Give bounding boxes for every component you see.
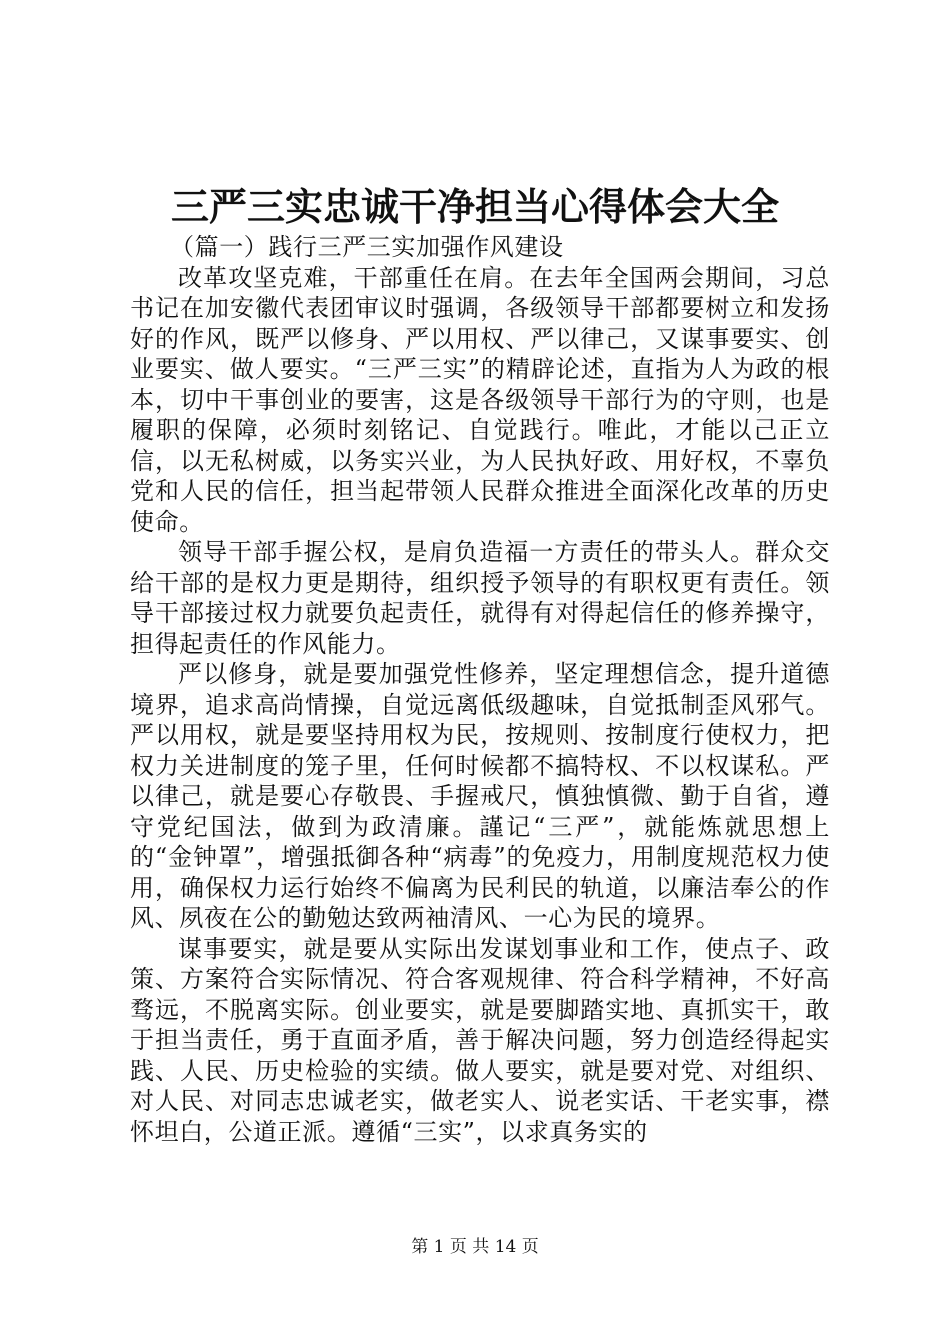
document-title: 三严三实忠诚干净担当心得体会大全 bbox=[170, 184, 779, 229]
paragraph: 严以修身，就是要加强党性修养，坚定理想信念，提升道德境界，追求高尚情操，自觉远离低级趣味，自觉抵制歪风邪气。严以用权，就是要坚持用权为民，按规则、按制度行使权力，把权力关进制度的笼子里，任何时候都不搞特权、不以权谋私。严以律己，就是要心存敬畏、手握戒尺，慎独慎微、勤于自省，遵守党纪国法，做到为政清廉。謹记“三严”，就能炼就思想上的“金钟罩”，增强抵御各种“病毒”的免疫力，用制度规范权力使用，确保权力运行始终不偏离为民利民的轨道，以廉洁奉公的作风、夙夜在公的勤勉达致两袖清风、一心为民的境界。 bbox=[130, 660, 830, 932]
paragraph: 谋事要实，就是要从实际出发谋划事业和工作，使点子、政策、方案符合实际情况、符合客观规律、符合科学精神，不好高骛远，不脱离实际。创业要实，就是要脚踏实地、真抓实干，敢于担当责任，勇于直面矛盾，善于解决问题，努力创造经得起实践、人民、历史检验的实绩。做人要实，就是要对党、对组织、对人民、对同志忠诚老实，做老实人、说老实话、干老实事，襟怀坦白，公道正派。遵循“三实”，以求真务实的 bbox=[130, 934, 830, 1146]
page-footer: 第 1 页 共 14 页 bbox=[411, 1237, 539, 1257]
paragraph: 领导干部手握公权，是肩负造福一方责任的带头人。群众交给干部的是权力更是期待，组织授予领导的有职权更有责任。领导干部接过权力就要负起责任，就得有对得起信任的修养操守，担得起责任的作风能力。 bbox=[130, 538, 830, 658]
paragraph: 改革攻坚克难，干部重任在肩。在去年全国两会期间，习总书记在加安徽代表团审议时强调，各级领导干部都要树立和发扬好的作风，既严以修身、严以用权、严以律己，又谋事要实、创业要实、做人要实。“三严三实”的精辟论述，直指为人为政的根本，切中干事创业的要害，这是各级领导干部行为的守则，也是履职的保障，必须时刻铭记、自觉践行。唯此，才能以己正立信，以无私树威，以务实兴业，为人民执好政、用好权，不辜负党和人民的信任，担当起带领人民群众推进全面深化改革的历史使命。 bbox=[130, 263, 830, 536]
document-body bbox=[130, 232, 830, 1147]
section-subheading: （篇一）践行三严三实加强作风建设 bbox=[170, 233, 564, 261]
